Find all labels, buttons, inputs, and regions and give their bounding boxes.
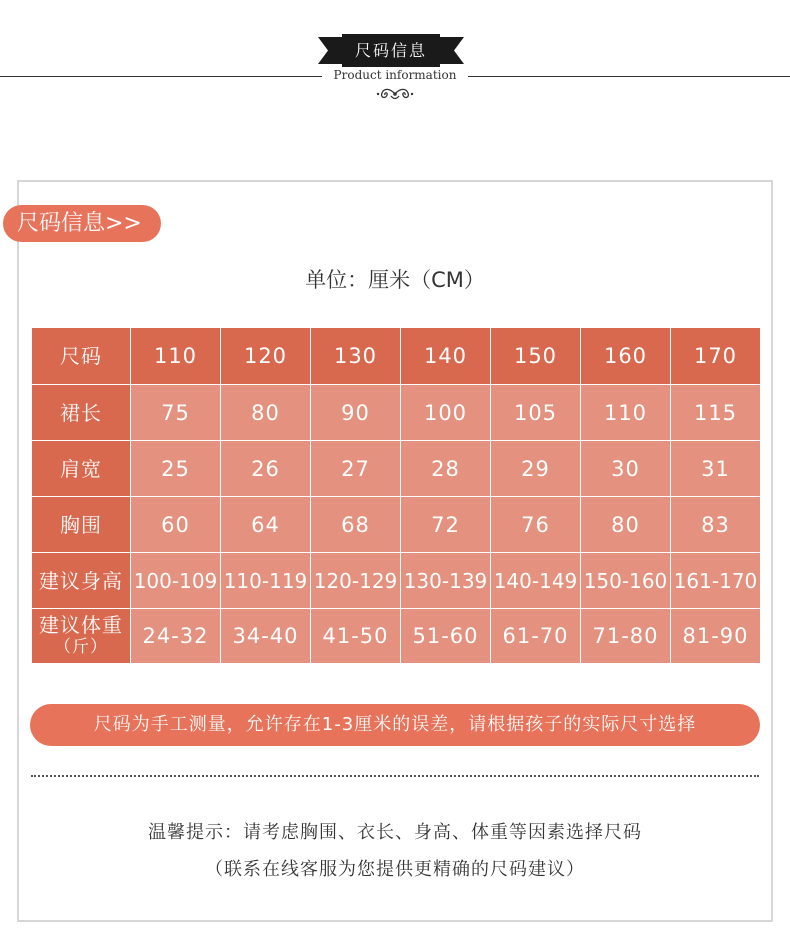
dotted-divider: [31, 775, 759, 777]
table-cell: 30: [581, 441, 671, 497]
table-cell: 80: [221, 385, 311, 441]
table-cell: 34-40: [221, 609, 311, 664]
unit-label: 单位：厘米（CM）: [305, 268, 485, 292]
table-cell: 68: [311, 497, 401, 553]
table-cell: 110-119: [221, 553, 311, 609]
table-cell: 161-170: [671, 553, 761, 609]
table-cell: 64: [221, 497, 311, 553]
table-cell: 75: [131, 385, 221, 441]
table-cell: 24-32: [131, 609, 221, 664]
table-cell: 25: [131, 441, 221, 497]
table-row-weight: [32, 609, 761, 664]
table-row-skirt-length: [32, 385, 761, 441]
table-cell: 51-60: [401, 609, 491, 664]
table-cell: 83: [671, 497, 761, 553]
flourish-ornament-icon: [375, 86, 415, 102]
table-cell: 29: [491, 441, 581, 497]
table-cell: 110: [131, 328, 221, 385]
row-label: 建议身高: [32, 553, 131, 609]
table-cell: 72: [401, 497, 491, 553]
row-label: 尺码: [32, 328, 131, 385]
table-cell: 41-50: [311, 609, 401, 664]
table-cell: 140: [401, 328, 491, 385]
header-ribbon: [318, 34, 464, 67]
table-cell: 80: [581, 497, 671, 553]
table-cell: 31: [671, 441, 761, 497]
table-cell: 61-70: [491, 609, 581, 664]
table-cell: 105: [491, 385, 581, 441]
table-cell: 27: [311, 441, 401, 497]
row-label-unit: （斤）: [54, 637, 108, 657]
table-row-chest: [32, 497, 761, 553]
row-label: 裙长: [32, 385, 131, 441]
row-label: 肩宽: [32, 441, 131, 497]
table-cell: 160: [581, 328, 671, 385]
table-row-size: [32, 328, 761, 385]
header-rule-right: [468, 76, 790, 77]
table-cell: 90: [311, 385, 401, 441]
table-row-shoulder: [32, 441, 761, 497]
tip-line-1: 温馨提示：请考虑胸围、衣长、身高、体重等因素选择尺码: [148, 822, 642, 843]
table-cell: 100-109: [131, 553, 221, 609]
tip-line-2: （联系在线客服为您提供更精确的尺码建议）: [205, 859, 585, 880]
row-label: 胸围: [32, 497, 131, 553]
row-label-main: 建议体重: [39, 613, 123, 637]
table-row-height: [32, 553, 761, 609]
measurement-note: 尺码为手工测量，允许存在1-3厘米的误差，请根据孩子的实际尺寸选择: [30, 704, 760, 746]
table-cell: 71-80: [581, 609, 671, 664]
table-cell: 140-149: [491, 553, 581, 609]
table-cell: 115: [671, 385, 761, 441]
table-cell: 120: [221, 328, 311, 385]
table-cell: 110: [581, 385, 671, 441]
table-cell: 120-129: [311, 553, 401, 609]
table-cell: 130: [311, 328, 401, 385]
table-cell: 170: [671, 328, 761, 385]
table-cell: 150: [491, 328, 581, 385]
table-cell: 130-139: [401, 553, 491, 609]
table-cell: 26: [221, 441, 311, 497]
table-cell: 81-90: [671, 609, 761, 664]
header-title: 尺码信息: [354, 41, 427, 60]
table-cell: 76: [491, 497, 581, 553]
header-subtitle: Product information: [333, 68, 457, 82]
table-cell: 100: [401, 385, 491, 441]
section-tag: 尺码信息>>: [3, 205, 161, 242]
header-rule-left: [0, 76, 322, 77]
table-cell: 28: [401, 441, 491, 497]
table-cell: 150-160: [581, 553, 671, 609]
table-cell: 60: [131, 497, 221, 553]
row-label: [32, 609, 131, 664]
size-table: [32, 328, 761, 664]
